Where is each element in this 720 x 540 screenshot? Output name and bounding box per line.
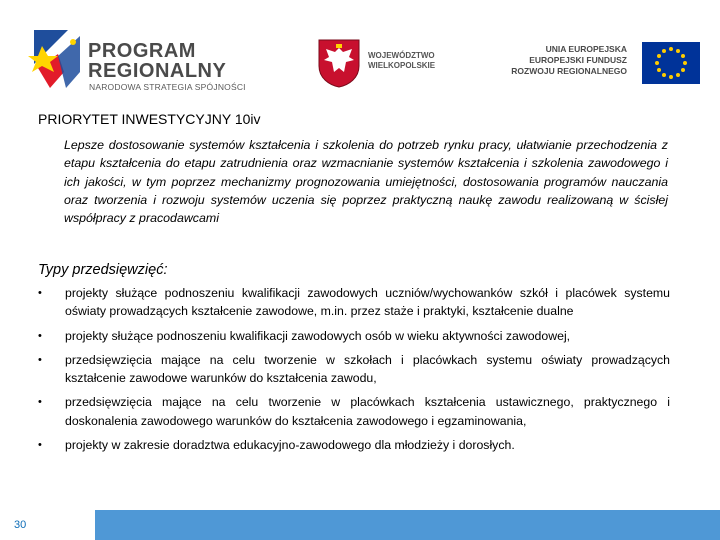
eu-logo — [505, 42, 705, 90]
program-regionalny-logo — [28, 24, 258, 96]
eagle-coat-of-arms-icon — [316, 38, 362, 88]
eu-logo-line2: EUROPEJSKI FUNDUSZ — [529, 55, 627, 65]
eu-logo-line1: UNIA EUROPEJSKA — [545, 44, 627, 54]
bullet-icon: • — [38, 396, 42, 409]
region-logo-line2: WIELKOPOLSKIE — [368, 61, 436, 70]
program-logo-line2: REGIONALNY — [88, 60, 227, 82]
list-item-text: projekty służące podnoszeniu kwalifikacji zawodowych uczniów/wychowanków szkół i placówek systemu oświaty prowadzących kształcenie zawodowe, m.in. przez staże i praktyki, kształcenie dualne — [65, 286, 670, 319]
list-item — [38, 351, 670, 388]
bullet-icon: • — [38, 353, 42, 366]
program-logo-line3: NARODOWA STRATEGIA SPÓJNOŚCI — [89, 82, 246, 92]
footer-bar — [0, 510, 720, 540]
types-heading: Typy przedsięwzięć: — [38, 262, 168, 278]
bullet-icon: • — [38, 329, 42, 342]
priority-description: Lepsze dostosowanie systemów kształcenia i szkolenia do potrzeb rynku pracy, ułatwianie przechodzenia z etapu kształcenia do etapu zatrudnienia oraz wzmacnianie systemów kształcenia i szkolenia zawodowego i ich jakości, w tym poprzez mechanizmy prognozowania umiejętności, dostosowania programów nauczania oraz tworzenia i rozwoju systemów uczenia się poprzez praktyczną naukę zawodu realizowaną w ścisłej współpracy z pracodawcami — [64, 138, 668, 226]
list-item-text: przedsięwzięcia mające na celu tworzenie w placówkach kształcenia ustawicznego, praktycznego i doskonalenia zawodowego warunków do kształcenia zawodowego i egzaminowania, — [65, 395, 670, 428]
bullet-icon: • — [38, 287, 42, 299]
eu-logo-line3: ROZWOJU REGIONALNEGO — [511, 66, 627, 76]
page-number: 30 — [14, 519, 27, 531]
list-item — [38, 284, 670, 321]
priority-title: PRIORYTET INWESTYCYJNY 10iv — [38, 111, 261, 127]
list-item-text: projekty służące podnoszeniu kwalifikacji zawodowych osób w wieku aktywności zawodowej, — [65, 328, 571, 343]
list-item — [38, 393, 670, 430]
list-item-text: projekty w zakresie doradztwa edukacyjno-zawodowego dla młodzieży i dorosłych. — [65, 438, 515, 453]
list-item — [38, 436, 670, 454]
program-logo-line1: PROGRAM — [88, 40, 196, 62]
bullet-icon: • — [38, 439, 42, 452]
list-item — [38, 327, 670, 345]
region-logo-line1: WOJEWÓDZTWO — [368, 51, 435, 60]
wielkopolska-logo — [316, 38, 456, 88]
list-item-text: przedsięwzięcia mające na celu tworzenie w szkołach i placówkach systemu oświaty prowadzących kształcenie zawodowe warunków do kształcenia zawodu, — [65, 352, 670, 386]
program-regionalny-emblem-icon — [28, 26, 84, 92]
eu-flag-icon — [642, 42, 700, 84]
eu-logo-text — [467, 44, 627, 77]
project-types-list — [38, 284, 670, 454]
